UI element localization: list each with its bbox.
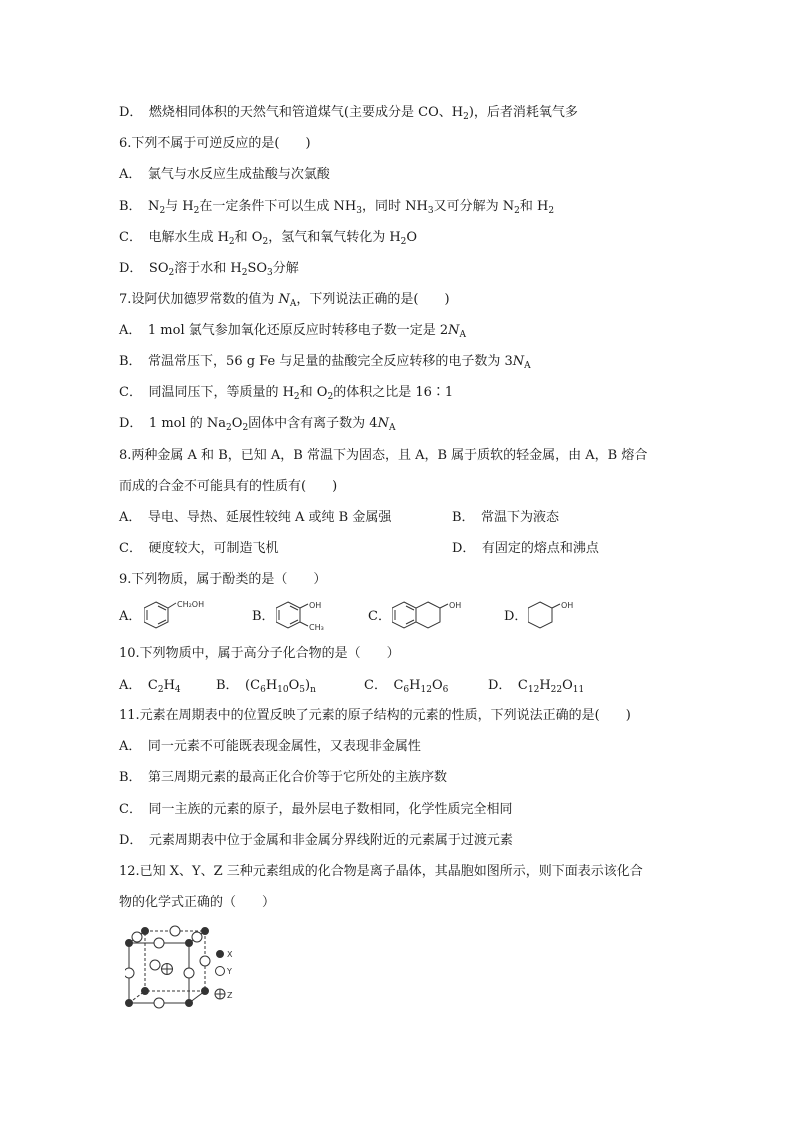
q6-b-t2: 与 H	[165, 199, 194, 214]
q6-d-s3: 3	[267, 268, 273, 278]
q8-option-a: A． 导电、导热、延展性较纯 A 或纯 B 金属强	[119, 510, 392, 525]
q9-label-c: C．	[368, 609, 391, 624]
q6-b-s6: 2	[548, 206, 555, 216]
q9-structure-c	[392, 598, 472, 634]
q7-option-c	[119, 384, 453, 402]
q6-b-t5: 又可分解为 N	[433, 199, 515, 214]
q10-c-t1: C． C	[364, 678, 404, 693]
q10-a-t2: H	[163, 678, 175, 693]
q10-d-t2: H	[539, 678, 551, 693]
q6-stem: 6.下列不属于可逆反应的是( )	[119, 136, 311, 151]
q11-option-b: B． 第三周期元素的最高正化合价等于它所处的主族序数	[119, 770, 448, 785]
q7-stem	[119, 291, 450, 309]
q10-option-d	[488, 677, 584, 695]
q5-d-sub: 2	[463, 112, 469, 122]
q6-d-t2: 溶于水和 H	[174, 261, 242, 276]
crystal-cell-diagram	[125, 925, 245, 1013]
q7-b-s: A	[524, 361, 531, 371]
q9-label-a: A．	[119, 609, 142, 624]
q7-c-t2: 和 O	[299, 385, 328, 400]
q7-a-s: A	[459, 330, 467, 340]
q7-stem-s: A	[289, 299, 297, 309]
q8-stem-line1: 8.两种金属 A 和 B，已知 A，B 常温下为固态，且 A，B 属于质软的轻金属，由 A，B 熔合	[119, 448, 648, 463]
q6-d-t3: SO	[247, 261, 268, 276]
q10-b-s2: 10	[277, 685, 289, 695]
q6-b-s5: 2	[514, 206, 520, 216]
q10-a-s2: 4	[174, 685, 181, 695]
q11-option-c: C． 同一主族的元素的原子，最外层电子数相同，化学性质完全相同	[119, 802, 513, 817]
q10-b-t2: H	[265, 678, 278, 693]
q6-c-s2: 2	[262, 237, 269, 247]
q7-a-n: N	[448, 323, 460, 338]
q6-option-c	[119, 229, 417, 247]
q6-b-s3: 3	[356, 206, 362, 216]
q10-d-t1: D． C	[488, 678, 528, 693]
q6-b-t6: 和 H	[519, 199, 549, 214]
q7-b-t1: B． 常温常压下，56 g Fe 与足量的盐酸完全反应转移的电子数为 3	[119, 354, 513, 369]
q6-d-s1: 2	[168, 268, 175, 278]
q6-b-s1: 2	[159, 206, 166, 216]
q6-c-t4: O	[406, 230, 418, 245]
q7-d-t2: O	[231, 416, 243, 431]
q9-structure-d	[528, 598, 592, 634]
q9-b-oh-text: OH	[309, 601, 322, 610]
q11-option-a: A． 同一元素不可能既表现金属性，又表现非金属性	[119, 739, 421, 754]
q7-stem-t1: 7.设阿伏加德罗常数的值为	[119, 292, 279, 307]
q7-d-s1: 2	[226, 423, 232, 433]
q7-b-n: N	[512, 354, 525, 369]
q9-a-group-text: CH₂OH	[177, 600, 205, 609]
q10-c-t2: H	[409, 678, 421, 693]
q10-b-t4: )	[305, 678, 311, 693]
q7-d-n: N	[377, 416, 389, 431]
q9-stem: 9.下列物质，属于酚类的是（ ）	[119, 572, 327, 587]
q6-option-b	[119, 198, 554, 216]
q7-option-b	[119, 353, 531, 371]
q7-d-t3: 固体中含有离子数为 4	[248, 416, 378, 431]
q6-option-a: A． 氯气与水反应生成盐酸与次氯酸	[119, 167, 330, 182]
q10-b-s4: n	[310, 685, 316, 695]
q7-c-s2: 2	[327, 392, 334, 402]
q5-d-text: D． 燃烧相同体积的天然气和管道煤气(主要成分是 CO、H	[119, 105, 464, 120]
q7-c-t3: 的体积之比是 16∶1	[333, 385, 454, 400]
q6-b-s2: 2	[193, 206, 200, 216]
q6-c-s1: 2	[228, 237, 235, 247]
q10-b-t3: O	[288, 678, 300, 693]
q7-stem-n: N	[278, 292, 290, 307]
q10-a-t1: A． C	[119, 678, 158, 693]
q9-structure-a	[144, 598, 224, 634]
legend-x-label: X	[227, 950, 233, 959]
q6-c-t1: C． 电解水生成 H	[119, 230, 229, 245]
q7-c-t1: C． 同温同压下，等质量的 H	[119, 385, 294, 400]
q10-b-s1: 6	[260, 685, 266, 695]
legend-y-label: Y	[227, 967, 232, 976]
q10-c-s1: 6	[403, 685, 410, 695]
q10-c-s2: 12	[420, 685, 432, 695]
q6-b-t1: B． N	[119, 199, 160, 214]
q12-stem-line1: 12.已知 X、Y、Z 三种元素组成的化合物是离子晶体，其晶胞如图所示，则下面表示该化合	[119, 864, 643, 879]
q7-stem-t2: ，下列说法正确的是( )	[296, 292, 450, 307]
q7-option-a	[119, 322, 466, 340]
q10-option-a	[119, 677, 181, 695]
q9-d-oh-text: OH	[561, 601, 574, 610]
q7-a-t1: A． 1 mol 氯气参加氧化还原反应时转移电子数一定是 2	[119, 323, 449, 338]
q10-d-s3: 11	[572, 685, 585, 695]
q12-stem-line2: 物的化学式正确的（ ）	[119, 895, 276, 910]
q10-b-t1: B． (C	[216, 678, 261, 693]
q8-option-c: C． 硬度较大，可制造飞机	[119, 541, 279, 556]
q9-label-b: B．	[252, 609, 275, 624]
q10-option-c	[364, 677, 448, 695]
legend-z-label: Z	[227, 991, 233, 1000]
q6-c-t3: ，氢气和氧气转化为 H	[268, 230, 401, 245]
q6-c-t2: 和 O	[234, 230, 263, 245]
q7-d-s: A	[388, 423, 396, 433]
q7-d-s2: 2	[242, 423, 249, 433]
q10-a-s1: 2	[157, 685, 164, 695]
q7-c-s1: 2	[293, 392, 300, 402]
q6-b-t3: 在一定条件下可以生成 NH	[199, 199, 357, 214]
q10-d-s2: 22	[550, 685, 563, 695]
q6-c-s3: 2	[400, 237, 407, 247]
q10-option-b	[216, 677, 316, 695]
q10-stem: 10.下列物质中，属于高分子化合物的是（ ）	[119, 646, 400, 661]
q8-stem-line2: 而成的合金不可能具有的性质有( )	[119, 479, 338, 494]
q6-d-s2: 2	[241, 268, 248, 278]
q5-option-d	[119, 104, 578, 122]
q6-d-t1: D． SO	[119, 261, 169, 276]
q9-b-me-text: CH₃	[309, 623, 324, 632]
q6-b-s4: 3	[427, 206, 434, 216]
q10-c-t3: O	[431, 678, 443, 693]
q9-label-d: D．	[504, 609, 528, 624]
q9-c-oh-text: OH	[449, 601, 462, 610]
q6-b-t4: ，同时 NH	[361, 199, 428, 214]
q8-option-d: D． 有固定的熔点和沸点	[452, 541, 599, 556]
q7-d-t1: D． 1 mol 的 Na	[119, 416, 227, 431]
q8-option-b: B． 常温下为液态	[452, 510, 560, 525]
q10-d-s1: 12	[527, 685, 540, 695]
q10-c-s3: 6	[442, 685, 449, 695]
q10-d-t3: O	[562, 678, 573, 693]
q6-option-d	[119, 260, 299, 278]
q5-d-text-end: )，后者消耗氧气多	[468, 105, 578, 120]
q7-option-d	[119, 415, 395, 433]
q6-d-t4: 分解	[272, 261, 299, 276]
q11-stem: 11.元素在周期表中的位置反映了元素的原子结构的元素的性质，下列说法正确的是( )	[119, 708, 631, 723]
q11-option-d: D． 元素周期表中位于金属和非金属分界线附近的元素属于过渡元素	[119, 833, 513, 848]
q9-structure-b	[276, 598, 340, 634]
q10-b-s3: 5	[299, 685, 306, 695]
